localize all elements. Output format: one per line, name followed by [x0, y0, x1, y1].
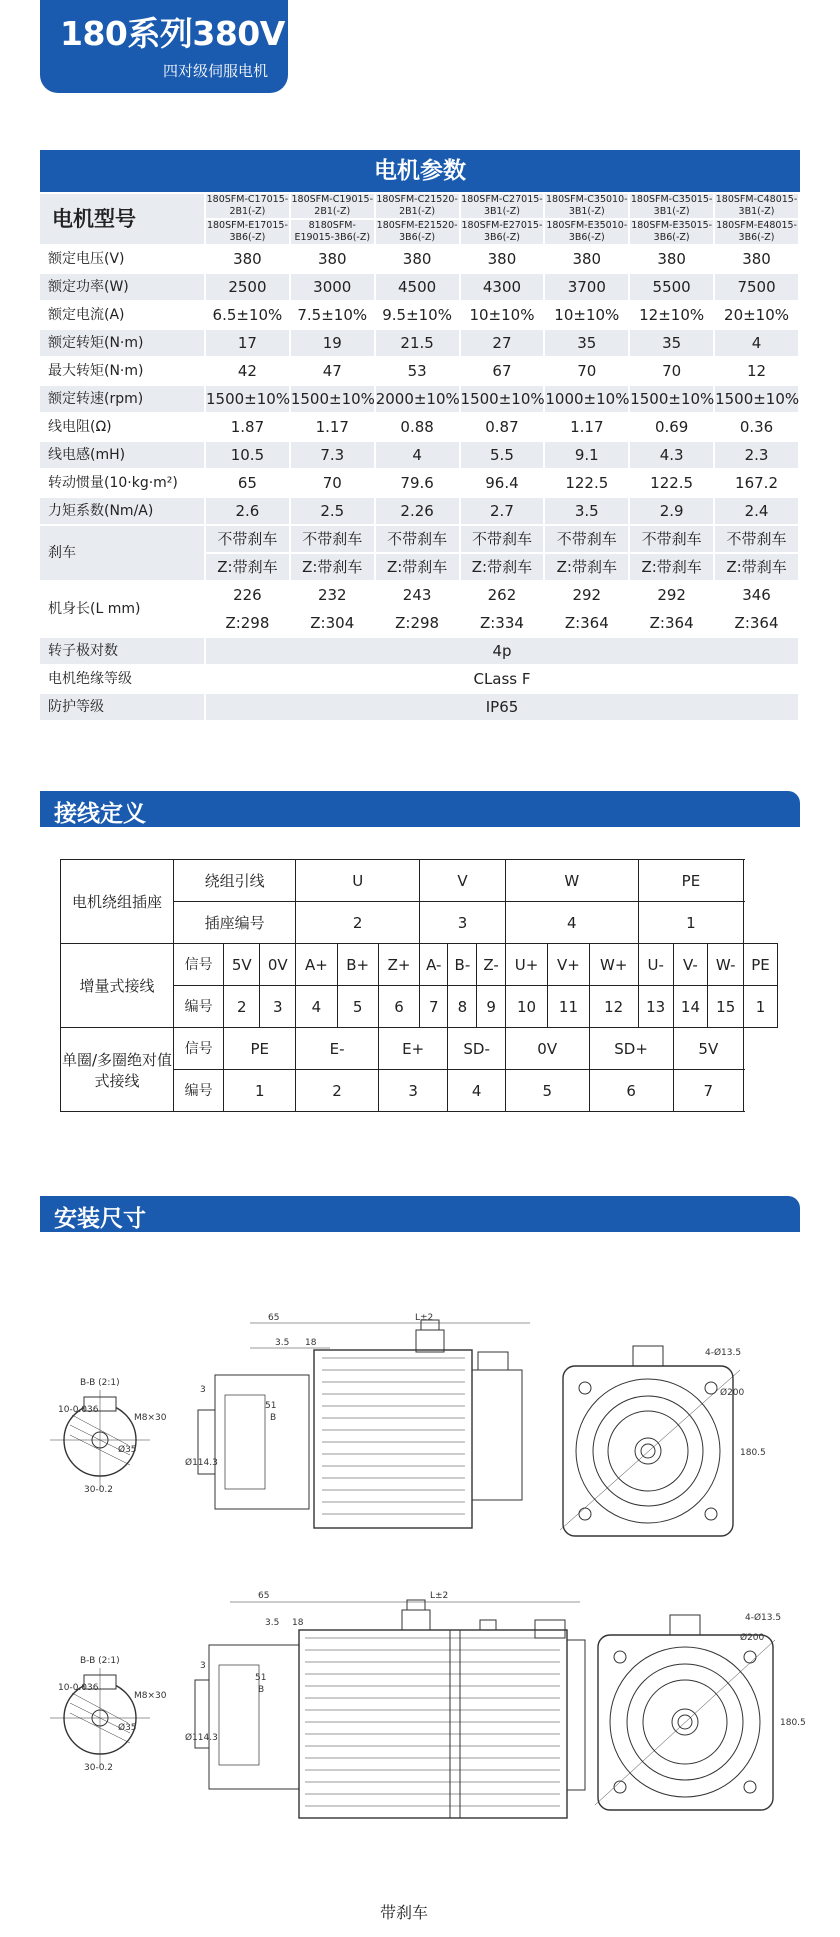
length-value: Z:334 [460, 609, 545, 637]
param-value: 0.36 [714, 413, 799, 441]
brake-value: 不带刹车 [714, 525, 799, 553]
model-cell: 8180SFM-E19015-3B6(-Z) [290, 219, 375, 245]
d65-label-1: 65 [268, 1313, 280, 1323]
series-title: 180系列380V [60, 14, 285, 53]
brake-row [40, 525, 799, 553]
lead-row [61, 860, 778, 902]
param-value: 6.5±10% [205, 301, 290, 329]
param-value: 380 [629, 245, 714, 273]
param-value: 5.5 [460, 441, 545, 469]
side-view-1 [198, 1320, 530, 1528]
param-value: 67 [460, 357, 545, 385]
param-value: 380 [205, 245, 290, 273]
shared-row [40, 693, 799, 721]
d4-label-2: 4-Ø13.5 [745, 1613, 782, 1623]
inc-signal: V+ [548, 944, 589, 986]
param-value: 12±10% [629, 301, 714, 329]
param-value: 122.5 [544, 469, 629, 497]
d65-label-2: 65 [258, 1591, 270, 1601]
inc-number: 3 [260, 986, 296, 1028]
param-value: 42 [205, 357, 290, 385]
param-label: 额定电压(V) [40, 245, 205, 273]
param-value: 3.5 [544, 497, 629, 525]
d51-label-1: 51 [265, 1401, 277, 1411]
model-label: 电机型号 [40, 194, 205, 245]
model-cell: 180SFM-E35015-3B6(-Z) [631, 220, 713, 243]
param-label: 额定功率(W) [40, 273, 205, 301]
param-value: 2.3 [714, 441, 799, 469]
params-table [40, 194, 800, 722]
dl-label-1: L±2 [415, 1313, 434, 1323]
inc-number: 10 [505, 986, 548, 1028]
d114-label-1: Ø114.3 [185, 1458, 218, 1468]
brake-value: Z:带刹车 [714, 553, 799, 581]
param-value: 1.17 [290, 413, 375, 441]
brake-value: Z:带刹车 [375, 553, 460, 581]
d180-label-1: 180.5 [740, 1448, 766, 1458]
param-value: 380 [714, 245, 799, 273]
param-value: 4500 [375, 273, 460, 301]
model-cell: 180SFM-E48015-3B6(-Z) [714, 219, 799, 245]
socket-no-value: 2 [296, 902, 420, 944]
shared-row [40, 665, 799, 693]
param-value: 380 [460, 245, 545, 273]
installation-drawings [0, 1240, 840, 1890]
param-value: 2.9 [629, 497, 714, 525]
d30-label-1: 30-0.2 [84, 1485, 114, 1495]
param-label: 线电阻(Ω) [40, 413, 205, 441]
d18-label-2: 18 [292, 1618, 304, 1628]
param-value: 10±10% [544, 301, 629, 329]
abs-signal: E- [296, 1028, 379, 1070]
param-value: 122.5 [629, 469, 714, 497]
length-row [40, 581, 799, 609]
param-value: 35 [544, 329, 629, 357]
d4-label-1: 4-Ø13.5 [705, 1348, 742, 1358]
param-value: 35 [629, 329, 714, 357]
signal-label: 信号 [174, 1028, 224, 1070]
param-value: 5500 [629, 273, 714, 301]
d200-label-2: Ø200 [740, 1633, 765, 1643]
socket-label: 电机绕组插座 [61, 860, 174, 944]
param-row [40, 413, 799, 441]
param-value: 380 [290, 245, 375, 273]
d10-label-2: 10-0.036 [58, 1683, 99, 1693]
abs-number: 3 [378, 1070, 448, 1112]
param-value: 7.3 [290, 441, 375, 469]
model-cell: 180SFM-C17015-2B1(-Z) [206, 194, 289, 217]
socket-no-value: 1 [638, 902, 743, 944]
param-row [40, 329, 799, 357]
install-title: 安装尺寸 [54, 1206, 146, 1232]
inc-signal: B+ [337, 944, 378, 986]
inc-signal: W+ [589, 944, 638, 986]
param-value: 3000 [290, 273, 375, 301]
param-label: 最大转矩(N·m) [40, 357, 205, 385]
param-value: 2000±10% [375, 385, 460, 413]
shared-value: 4p [205, 637, 799, 665]
abs-number: 6 [589, 1070, 673, 1112]
brake-value: 不带刹车 [629, 525, 714, 553]
inc-signal: B- [448, 944, 477, 986]
model-cell: 180SFM-E17015-3B6(-Z) [206, 220, 288, 243]
brake-label: 刹车 [40, 525, 205, 581]
lead-value: W [505, 860, 638, 902]
param-value: 2.26 [375, 497, 460, 525]
param-value: 47 [290, 357, 375, 385]
header-banner [40, 0, 288, 93]
d51-label-2: 51 [255, 1673, 267, 1683]
shared-label: 防护等级 [40, 693, 205, 721]
front-view-2 [595, 1615, 775, 1810]
param-value: 0.69 [629, 413, 714, 441]
brake-value: 不带刹车 [205, 525, 290, 553]
signal-label: 信号 [174, 944, 224, 986]
abs-label: 单圈/多圈绝对值式接线 [61, 1028, 174, 1112]
shared-label: 电机绝缘等级 [40, 665, 205, 693]
inc-signal: A- [420, 944, 448, 986]
model-cell: 180SFM-C27015-3B1(-Z) [461, 194, 543, 217]
inc-number: 7 [420, 986, 448, 1028]
param-row [40, 301, 799, 329]
length-value: Z:298 [375, 609, 460, 637]
model-cell: 180SFM-E27015-3B6(-Z) [461, 220, 543, 243]
inc-label: 增量式接线 [61, 944, 174, 1028]
length-value: 243 [375, 581, 460, 609]
length-value: 292 [629, 581, 714, 609]
param-label: 转动惯量(10·kg·m²) [40, 469, 205, 497]
bb-label-2: B-B (2:1) [80, 1656, 120, 1666]
inc-signal: V- [673, 944, 708, 986]
model-cell: 180SFM-C21520-2B1(-Z) [376, 194, 458, 217]
param-value: 1.87 [205, 413, 290, 441]
m8-label-1: M8×30 [134, 1413, 167, 1423]
param-value: 70 [290, 469, 375, 497]
param-label: 额定转速(rpm) [40, 385, 205, 413]
param-label: 额定电流(A) [40, 301, 205, 329]
param-value: 10±10% [460, 301, 545, 329]
param-value: 2.4 [714, 497, 799, 525]
b-label-2: B [258, 1685, 265, 1695]
length-value: Z:364 [629, 609, 714, 637]
brake-caption: 带刹车 [380, 1903, 429, 1922]
inc-signal: PE [744, 944, 778, 986]
param-value: 1500±10% [460, 385, 545, 413]
param-row [40, 441, 799, 469]
param-value: 2500 [205, 273, 290, 301]
param-value: 1.17 [544, 413, 629, 441]
brake-value: 不带刹车 [290, 525, 375, 553]
abs-signal: SD+ [589, 1028, 673, 1070]
d35a-label-1: 3.5 [275, 1338, 290, 1348]
param-value: 65 [205, 469, 290, 497]
inc-number: 9 [477, 986, 505, 1028]
param-label: 力矩系数(Nm/A) [40, 497, 205, 525]
param-value: 9.1 [544, 441, 629, 469]
d3-label-1: 3 [200, 1385, 206, 1395]
brake-value: Z:带刹车 [544, 553, 629, 581]
param-label: 额定转矩(N·m) [40, 329, 205, 357]
param-value: 21.5 [375, 329, 460, 357]
inc-number: 12 [589, 986, 638, 1028]
param-value: 3700 [544, 273, 629, 301]
param-value: 17 [205, 329, 290, 357]
param-row [40, 357, 799, 385]
brake-value: Z:带刹车 [629, 553, 714, 581]
inc-number: 6 [378, 986, 419, 1028]
abs-signal: PE [224, 1028, 296, 1070]
wiring-title: 接线定义 [54, 801, 146, 827]
inc-signal: U- [638, 944, 673, 986]
brake-value: Z:带刹车 [460, 553, 545, 581]
model-cell: 180SFM-C48015-3B1(-Z) [715, 194, 798, 217]
bb-label-1: B-B (2:1) [80, 1378, 120, 1388]
front-view-1 [560, 1346, 740, 1536]
inc-signal: W- [708, 944, 744, 986]
shared-value: CLass F [205, 665, 799, 693]
d180-label-2: 180.5 [780, 1718, 806, 1728]
param-value: 4300 [460, 273, 545, 301]
d18-label-1: 18 [305, 1338, 317, 1348]
param-value: 2.6 [205, 497, 290, 525]
inc-number: 5 [337, 986, 378, 1028]
m8-label-2: M8×30 [134, 1691, 167, 1701]
param-value: 70 [629, 357, 714, 385]
length-value: Z:298 [205, 609, 290, 637]
d200-label-1: Ø200 [720, 1388, 745, 1398]
abs-signal: SD- [448, 1028, 505, 1070]
model-cell: 180SFM-C35015-3B1(-Z) [630, 194, 713, 217]
d30-label-2: 30-0.2 [84, 1763, 114, 1773]
abs-signal: E+ [378, 1028, 448, 1070]
dl-label-2: L±2 [430, 1591, 449, 1601]
model-row-top [40, 194, 799, 219]
series-subtitle: 四对级伺服电机 [162, 62, 268, 80]
param-row [40, 385, 799, 413]
params-title: 电机参数 [40, 150, 800, 192]
lead-value: V [420, 860, 506, 902]
param-value: 0.88 [375, 413, 460, 441]
brake-value: Z:带刹车 [290, 553, 375, 581]
param-value: 53 [375, 357, 460, 385]
param-value: 380 [544, 245, 629, 273]
param-value: 0.87 [460, 413, 545, 441]
inc-number: 8 [448, 986, 477, 1028]
param-value: 27 [460, 329, 545, 357]
shared-row [40, 637, 799, 665]
inc-signal-row [61, 944, 778, 986]
d35-label-1: Ø35 [118, 1445, 137, 1455]
lead-value: U [296, 860, 420, 902]
model-cell: 180SFM-E21520-3B6(-Z) [376, 220, 458, 243]
number-label: 编号 [174, 1070, 224, 1112]
b-label-1: B [270, 1413, 277, 1423]
brake-value: 不带刹车 [375, 525, 460, 553]
shared-label: 转子极对数 [40, 637, 205, 665]
brake-value: 不带刹车 [460, 525, 545, 553]
param-value: 96.4 [460, 469, 545, 497]
model-cell: 180SFM-C35010-3B1(-Z) [546, 194, 628, 217]
inc-number: 1 [744, 986, 778, 1028]
abs-signal: 0V [505, 1028, 589, 1070]
wiring-table [60, 859, 778, 1112]
param-row [40, 273, 799, 301]
param-value: 380 [375, 245, 460, 273]
abs-number: 1 [224, 1070, 296, 1112]
param-value: 12 [714, 357, 799, 385]
inc-signal: 0V [260, 944, 296, 986]
d3-label-2: 3 [200, 1661, 206, 1671]
lead-label: 绕组引线 [174, 860, 296, 902]
socket-no-value: 3 [420, 902, 506, 944]
param-value: 70 [544, 357, 629, 385]
inc-number: 14 [673, 986, 708, 1028]
d35-label-2: Ø35 [118, 1723, 137, 1733]
param-value: 2.7 [460, 497, 545, 525]
param-value: 1000±10% [544, 385, 629, 413]
number-label: 编号 [174, 986, 224, 1028]
abs-number: 2 [296, 1070, 379, 1112]
abs-number: 7 [673, 1070, 744, 1112]
param-value: 79.6 [375, 469, 460, 497]
abs-signal: 5V [673, 1028, 744, 1070]
abs-signal-row [61, 1028, 778, 1070]
param-value: 4.3 [629, 441, 714, 469]
inc-signal: Z- [477, 944, 505, 986]
param-value: 10.5 [205, 441, 290, 469]
side-view-2 [195, 1600, 585, 1818]
param-value: 4 [375, 441, 460, 469]
param-row [40, 497, 799, 525]
abs-number: 4 [448, 1070, 505, 1112]
inc-number: 2 [224, 986, 260, 1028]
param-value: 7500 [714, 273, 799, 301]
socket-no-label: 插座编号 [174, 902, 296, 944]
brake-value: 不带刹车 [544, 525, 629, 553]
abs-number: 5 [505, 1070, 589, 1112]
param-value: 19 [290, 329, 375, 357]
param-value: 4 [714, 329, 799, 357]
length-value: Z:304 [290, 609, 375, 637]
lead-value: PE [638, 860, 743, 902]
inc-signal: U+ [505, 944, 548, 986]
param-value: 1500±10% [714, 385, 799, 413]
param-value: 1500±10% [629, 385, 714, 413]
length-value: 226 [205, 581, 290, 609]
param-row [40, 245, 799, 273]
install-section-header [40, 1196, 800, 1232]
inc-number: 13 [638, 986, 673, 1028]
length-value: Z:364 [714, 609, 799, 637]
brake-value: Z:带刹车 [205, 553, 290, 581]
inc-signal: Z+ [378, 944, 419, 986]
wiring-section-header [40, 791, 800, 827]
inc-number: 4 [296, 986, 337, 1028]
param-value: 167.2 [714, 469, 799, 497]
length-label: 机身长(L mm) [40, 581, 205, 637]
model-cell: 180SFM-C19015-2B1(-Z) [291, 194, 374, 217]
inc-number: 15 [708, 986, 744, 1028]
param-value: 9.5±10% [375, 301, 460, 329]
length-value: 262 [460, 581, 545, 609]
param-value: 7.5±10% [290, 301, 375, 329]
shared-value: IP65 [205, 693, 799, 721]
d10-label-1: 10-0.036 [58, 1405, 99, 1415]
length-value: 292 [544, 581, 629, 609]
param-value: 20±10% [714, 301, 799, 329]
d35a-label-2: 3.5 [265, 1618, 280, 1628]
length-value: 346 [714, 581, 799, 609]
param-label: 线电感(mH) [40, 441, 205, 469]
inc-signal: A+ [296, 944, 337, 986]
inc-signal: 5V [224, 944, 260, 986]
length-value: 232 [290, 581, 375, 609]
param-value: 1500±10% [290, 385, 375, 413]
model-cell: 180SFM-E35010-3B6(-Z) [546, 220, 628, 243]
param-row [40, 469, 799, 497]
socket-no-value: 4 [505, 902, 638, 944]
inc-number: 11 [548, 986, 589, 1028]
param-value: 1500±10% [205, 385, 290, 413]
d114-label-2: Ø114.3 [185, 1733, 218, 1743]
param-value: 2.5 [290, 497, 375, 525]
length-value: Z:364 [544, 609, 629, 637]
